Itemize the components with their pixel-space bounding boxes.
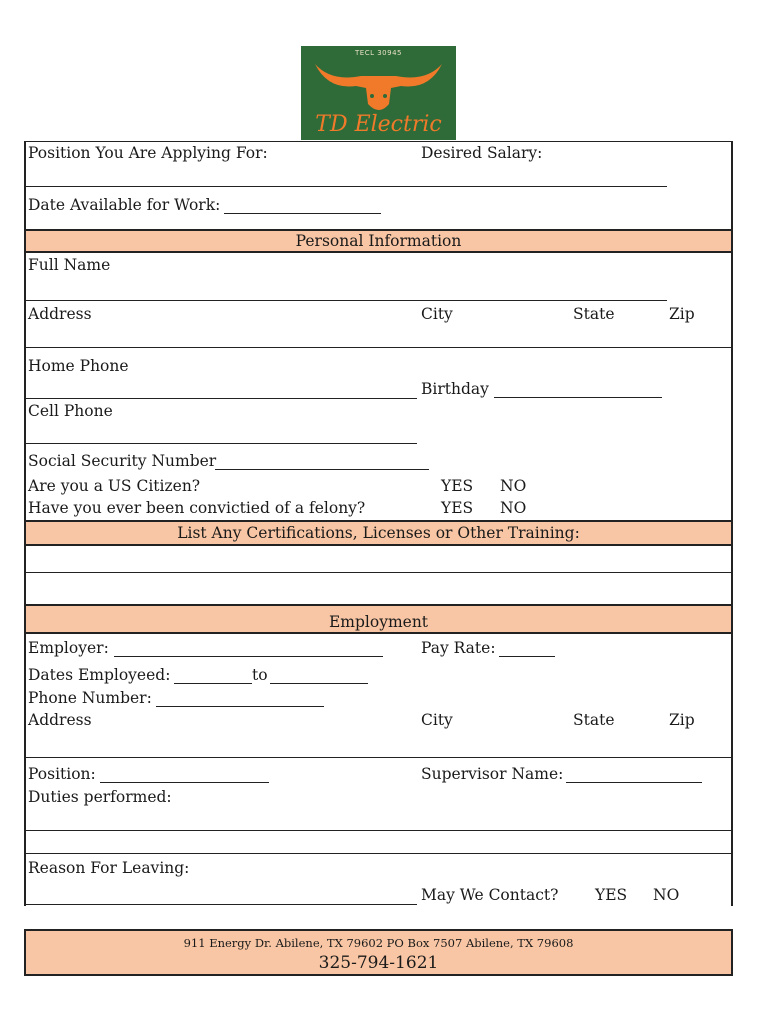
- job-position-label: Position:: [28, 765, 96, 783]
- position-field[interactable]: [24, 186, 667, 187]
- contact-no[interactable]: NO: [653, 886, 680, 904]
- certifications-title: List Any Certifications, Licenses or Other Training:: [177, 524, 580, 542]
- certification-line-1[interactable]: [24, 572, 733, 573]
- felony-question: Have you ever been convictied of a felony?: [28, 499, 366, 517]
- dates-employed-label: Dates Employeed:: [28, 666, 171, 684]
- company-logo: [301, 46, 456, 140]
- address-divider: [24, 347, 733, 348]
- full-name-label: Full Name: [28, 256, 111, 274]
- supervisor-field[interactable]: [566, 782, 702, 783]
- phone-number-label: Phone Number:: [28, 689, 152, 707]
- reason-field[interactable]: [24, 904, 417, 905]
- duties-line-2[interactable]: [24, 853, 733, 854]
- employer-state-label: State: [573, 711, 615, 729]
- birthday-field[interactable]: [494, 397, 662, 398]
- employment-header: [24, 604, 733, 634]
- frame-right-cert: [731, 546, 733, 604]
- zip-label: Zip: [669, 305, 695, 323]
- footer-address: 911 Energy Dr. Abilene, TX 79602 PO Box 7507 Abilene, TX 79608: [183, 936, 574, 950]
- citizen-yes[interactable]: YES: [441, 477, 474, 495]
- personal-info-header: [24, 229, 733, 253]
- date-available-label: Date Available for Work:: [28, 196, 221, 214]
- frame-left-cert: [24, 546, 26, 604]
- frame-left-personal: [24, 253, 26, 521]
- date-available-field[interactable]: [224, 213, 381, 214]
- personal-info-title: Personal Information: [295, 232, 462, 250]
- frame-right-top: [731, 141, 733, 229]
- contact-yes[interactable]: YES: [595, 886, 628, 904]
- frame-left-employment: [24, 634, 26, 906]
- employment-title: Employment: [328, 613, 429, 631]
- pay-rate-label: Pay Rate:: [421, 639, 496, 657]
- state-label: State: [573, 305, 615, 323]
- employer-city-label: City: [421, 711, 453, 729]
- frame-left-top: [24, 141, 26, 229]
- ssn-field[interactable]: [215, 469, 429, 470]
- cell-phone-field[interactable]: [24, 443, 417, 444]
- frame-right-employment: [731, 634, 733, 906]
- contact-question: May We Contact?: [421, 886, 559, 904]
- job-position-field[interactable]: [100, 782, 269, 783]
- reason-label: Reason For Leaving:: [28, 859, 190, 877]
- citizen-question: Are you a US Citizen?: [28, 477, 201, 495]
- brand-name: TD Electric: [315, 112, 442, 137]
- city-label: City: [421, 305, 453, 323]
- salary-label: Desired Salary:: [421, 144, 543, 162]
- address-label: Address: [28, 305, 92, 323]
- employer-field[interactable]: [114, 656, 383, 657]
- cell-phone-label: Cell Phone: [28, 402, 113, 420]
- frame-right-personal: [731, 253, 733, 521]
- felony-yes[interactable]: YES: [441, 499, 474, 517]
- footer-band: [24, 929, 733, 976]
- citizen-no[interactable]: NO: [500, 477, 527, 495]
- pay-rate-field[interactable]: [499, 656, 555, 657]
- employer-address-label: Address: [28, 711, 92, 729]
- dates-to-label: to: [252, 666, 268, 684]
- frame-top: [24, 141, 733, 142]
- position-label: Position You Are Applying For:: [28, 144, 268, 162]
- employer-label: Employer:: [28, 639, 109, 657]
- certifications-header: [24, 520, 733, 546]
- dates-to-field[interactable]: [270, 683, 368, 684]
- license-number: TECL 30945: [355, 49, 402, 57]
- felony-no[interactable]: NO: [500, 499, 527, 517]
- phone-number-field[interactable]: [156, 706, 324, 707]
- duties-line-1[interactable]: [24, 830, 733, 831]
- home-phone-label: Home Phone: [28, 357, 129, 375]
- dates-from-field[interactable]: [174, 683, 252, 684]
- ssn-label: Social Security Number: [28, 452, 217, 470]
- home-phone-field[interactable]: [24, 398, 417, 399]
- full-name-field[interactable]: [24, 300, 667, 301]
- employer-address-divider: [24, 757, 733, 758]
- footer-phone: 325-794-1621: [318, 953, 439, 973]
- employer-zip-label: Zip: [669, 711, 695, 729]
- supervisor-label: Supervisor Name:: [421, 765, 564, 783]
- birthday-label: Birthday: [421, 380, 489, 398]
- duties-label: Duties performed:: [28, 788, 172, 806]
